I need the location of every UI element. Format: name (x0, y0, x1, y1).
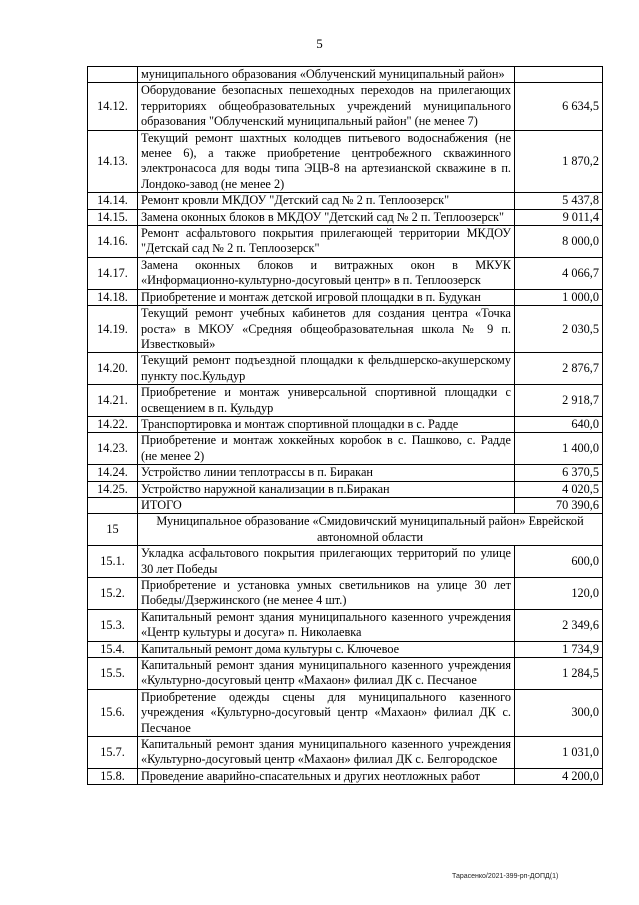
table-row (88, 497, 603, 513)
item-number: 15.1. (88, 546, 138, 578)
item-description: Текущий ремонт учебных кабинетов для создания центра «Точка роста» в МКОУ «Средняя общеобразовательная школа № 9 п. Известковый» (138, 306, 515, 353)
item-amount: 1 870,2 (515, 130, 603, 193)
section-row (88, 514, 603, 546)
section-title: Муниципальное образование «Смидовичский муниципальный район» Еврейской автономной области (138, 514, 603, 546)
section-number: 15 (88, 514, 138, 546)
item-amount: 300,0 (515, 689, 603, 736)
item-number: 15.2. (88, 578, 138, 610)
table-row (88, 306, 603, 353)
table-row (88, 193, 603, 209)
table-row (88, 465, 603, 481)
item-number: 14.21. (88, 385, 138, 417)
item-amount: 2 030,5 (515, 306, 603, 353)
item-number: 15.8. (88, 768, 138, 784)
table-row (88, 209, 603, 225)
item-description: Капитальный ремонт здания муниципального казенного учреждения «Центр культуры и досуга» п. Николаевка (138, 609, 515, 641)
item-description: Ремонт асфальтового покрытия прилегающей территории МКДОУ "Детскай сад № 2 п. Теплоозерск" (138, 226, 515, 258)
item-number: 14.14. (88, 193, 138, 209)
item-description: Ремонт кровли МКДОУ "Детский сад № 2 п. Теплоозерск" (138, 193, 515, 209)
item-number: 14.19. (88, 306, 138, 353)
item-description: Приобретение и монтаж детской игровой площадки в п. Будукан (138, 289, 515, 305)
item-number: 14.16. (88, 226, 138, 258)
item-number (88, 67, 138, 83)
item-description: Транспортировка и монтаж спортивной площадки в с. Радде (138, 416, 515, 432)
item-number: 14.17. (88, 257, 138, 289)
table-row (88, 609, 603, 641)
item-number: 14.23. (88, 433, 138, 465)
table-row (88, 353, 603, 385)
table-row (88, 385, 603, 417)
table-row (88, 433, 603, 465)
item-amount: 640,0 (515, 416, 603, 432)
table-row (88, 130, 603, 193)
item-description: Капитальный ремонт дома культуры с. Ключевое (138, 641, 515, 657)
item-description: Устройство линии теплотрассы в п. Биракан (138, 465, 515, 481)
item-amount: 2 918,7 (515, 385, 603, 417)
item-amount: 2 876,7 (515, 353, 603, 385)
item-description: Приобретение одежды сцены для муниципального казенного учреждения «Культурно-досуговый центр «Махаон» филиал ДК с. Песчаное (138, 689, 515, 736)
item-description: Замена оконных блоков в МКДОУ "Детский сад № 2 п. Теплоозерск" (138, 209, 515, 225)
item-description: ИТОГО (138, 497, 515, 513)
item-description: Капитальный ремонт здания муниципального казенного учреждения «Культурно-досуговый центр «Махаон» филиал ДК с. Белгородское (138, 737, 515, 769)
item-number: 15.6. (88, 689, 138, 736)
table-row (88, 641, 603, 657)
item-amount: 1 734,9 (515, 641, 603, 657)
table-row (88, 226, 603, 258)
table-row (88, 416, 603, 432)
item-amount: 2 349,6 (515, 609, 603, 641)
item-description: Замена оконных блоков и витражных окон в МКУК «Информационно-культурно-досуговый центр» в п. Теплоозерск (138, 257, 515, 289)
item-number: 14.13. (88, 130, 138, 193)
table-row (88, 67, 603, 83)
item-description: Приобретение и монтаж универсальной спортивной площадки с освещением в п. Кульдур (138, 385, 515, 417)
item-amount: 600,0 (515, 546, 603, 578)
item-amount: 1 031,0 (515, 737, 603, 769)
item-description: Текущий ремонт шахтных колодцев питьевого водоснабжения (не менее 6), а также приобретение центробежного скважинного электронасоса для воды типа ЭЦВ-8 на артезианской скважине в п. Лондоко-завод (не менее 2) (138, 130, 515, 193)
item-description: Капитальный ремонт здания муниципального казенного учреждения «Культурно-досуговый центр «Махаон» филиал ДК с. Песчаное (138, 658, 515, 690)
item-amount: 120,0 (515, 578, 603, 610)
item-amount: 9 011,4 (515, 209, 603, 225)
table-row (88, 289, 603, 305)
item-amount: 4 200,0 (515, 768, 603, 784)
item-number: 14.24. (88, 465, 138, 481)
item-number: 15.4. (88, 641, 138, 657)
item-number: 14.22. (88, 416, 138, 432)
item-amount: 1 284,5 (515, 658, 603, 690)
document-reference: Тарасенко/2021-399-рп-ДОПД(1) (452, 873, 559, 880)
table-row (88, 658, 603, 690)
budget-table (87, 66, 603, 785)
item-amount: 4 066,7 (515, 257, 603, 289)
item-amount: 6 370,5 (515, 465, 603, 481)
item-number: 15.7. (88, 737, 138, 769)
item-amount: 6 634,5 (515, 83, 603, 130)
item-description: Проведение аварийно-спасательных и других неотложных работ (138, 768, 515, 784)
item-number: 15.5. (88, 658, 138, 690)
item-amount: 8 000,0 (515, 226, 603, 258)
item-number: 14.20. (88, 353, 138, 385)
item-amount: 5 437,8 (515, 193, 603, 209)
table-row (88, 257, 603, 289)
item-amount: 70 390,6 (515, 497, 603, 513)
item-description: Укладка асфальтового покрытия прилегающих территорий по улице 30 лет Победы (138, 546, 515, 578)
item-number: 14.18. (88, 289, 138, 305)
item-amount: 4 020,5 (515, 481, 603, 497)
item-amount: 1 000,0 (515, 289, 603, 305)
item-description: Текущий ремонт подъездной площадки к фельдшерско-акушерскому пункту пос.Кульдур (138, 353, 515, 385)
item-number (88, 497, 138, 513)
item-description: Приобретение и установка умных светильников на улице 30 лет Победы/Дзержинского (не менее 4 шт.) (138, 578, 515, 610)
item-amount (515, 67, 603, 83)
item-description: Устройство наружной канализации в п.Биракан (138, 481, 515, 497)
table-row (88, 737, 603, 769)
table-row (88, 481, 603, 497)
table-row (88, 768, 603, 784)
item-amount: 1 400,0 (515, 433, 603, 465)
item-description: муниципального образования «Облученский муниципальный район» (138, 67, 515, 83)
item-number: 14.25. (88, 481, 138, 497)
table-row (88, 578, 603, 610)
table-row (88, 83, 603, 130)
item-description: Оборудование безопасных пешеходных переходов на прилегающих территориях общеобразовательных учреждений муниципального образования "Облученский муниципальный район" (не менее 7) (138, 83, 515, 130)
page-number: 5 (316, 36, 323, 51)
item-number: 14.12. (88, 83, 138, 130)
table-row (88, 546, 603, 578)
table-row (88, 689, 603, 736)
item-number: 15.3. (88, 609, 138, 641)
item-description: Приобретение и монтаж хоккейных коробок в с. Пашково, с. Радде (не менее 2) (138, 433, 515, 465)
item-number: 14.15. (88, 209, 138, 225)
